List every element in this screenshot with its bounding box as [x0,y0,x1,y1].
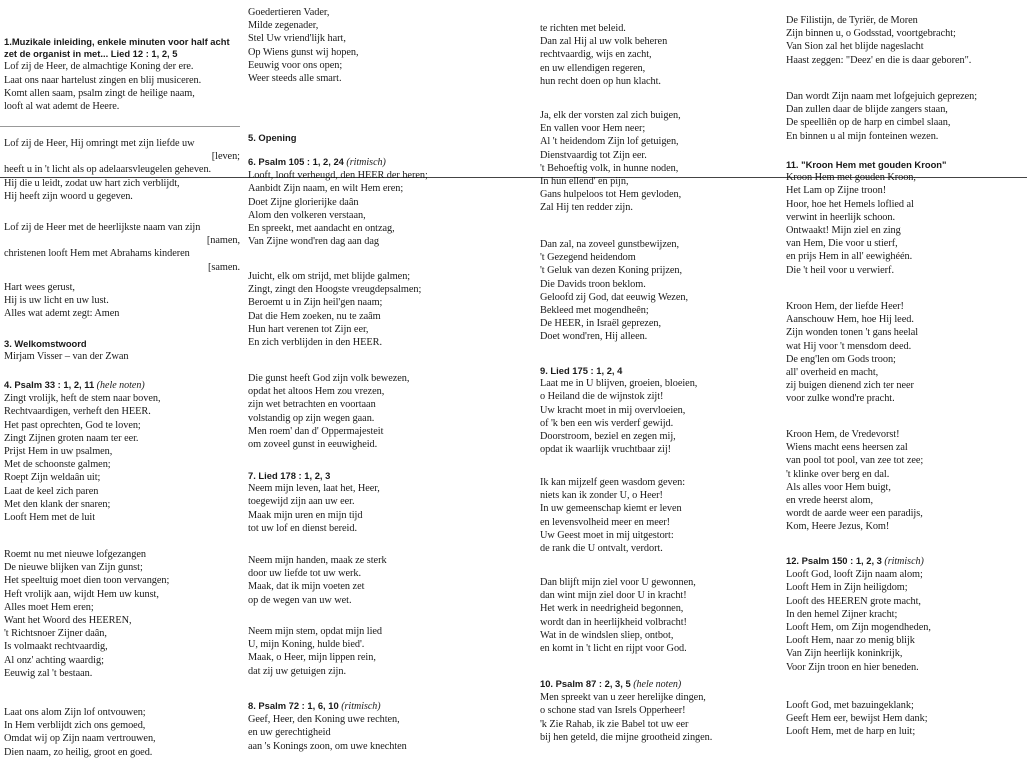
lyric-line: Wat in de windslen sliep, ontbot, [540,629,674,641]
text-block [4,706,244,759]
lyric-line: Die gunst heeft God zijn volk bewezen, [248,373,410,384]
lyric-line: Laat me in U blijven, groeien, bloeien, [540,378,698,390]
lyric-line: Stel Uw vriend'lijk hart, [248,33,346,45]
lyric-line: De HEER, in Israël geprezen, [540,318,661,330]
lyric-line: Dan blijft mijn ziel voor U gewonnen, [540,577,696,588]
tempo-note: (hele noten) [94,380,145,391]
lyric-line: Alles moet Hem eren; [4,601,94,613]
lyric-line: 't Geluk van dezen Koning prijzen, [540,265,682,277]
lyric-line: te richten met beleid. [540,23,626,34]
lyric-line: Laat ons naar hartelust zingen en blij musiceren. [4,74,202,86]
column-2 [248,0,514,767]
lyric-line: Lof zij de Heer, Hij omringt met zijn liefde uw [4,138,195,149]
text-block [4,338,244,363]
lyric-line: Roept Zijn weldaân uit; [4,472,101,484]
section-heading-label: 7. Lied 178 : 1, 2, 3 [248,470,331,481]
lyric-line: wordt dan in heerlijkheid volbracht! [540,616,687,628]
lyric-line: Lof zij de Heer, de almachtige Koning der ere. [4,61,194,73]
lyric-line: [namen, [206,235,240,247]
text-block [786,90,1024,143]
text-block [4,281,244,321]
lyric-line: Neem mijn leven, laat het, Heer, [248,483,380,495]
lyric-line: opdat ik waarlijk vruchtbaar zij! [540,444,672,456]
lyric-line: Maak, o Heer, mijn lippen rein, [248,652,376,664]
lyric-line: en vrede heerst alom, [786,495,874,507]
text-block [248,372,514,451]
lyric-line: Zingt vrolijk, heft de stem naar boven, [4,393,161,405]
text-block [786,699,1024,739]
lyric-line: zijn wet betrachten en voortaan [248,399,376,411]
lyric-line: Uw kracht moet in mij overvloeien, [540,404,686,416]
section-heading-label: 6. Psalm 105 : 1, 2, 24 [248,156,344,167]
lyric-line: Met den klank der snaren; [4,498,111,510]
lyric-line: verwint in heerlijk schoon. [786,211,896,223]
lyric-line: van Hem, Die voor u stierf, [786,238,898,250]
lyric-line: toegewijd zijn aan uw eer. [248,496,355,508]
lyric-line: de rank die U ontvalt, verdort. [540,543,663,555]
lyric-line: 'k Zie Rahab, ik zie Babel tot uw eer [540,718,689,730]
lyric-line: volstandig op zijn wegen gaan. [248,412,375,424]
lyric-line: Hij heeft zijn woord u gegeven. [4,190,133,202]
lyric-line: Eeuwig voor ons open; [248,59,343,71]
text-block [4,379,244,524]
text-block [248,270,514,349]
section-heading [4,379,244,392]
lyric-line: Milde zegenader, [248,20,319,32]
text-block [248,6,514,85]
column-4 [786,0,1024,767]
lyric-line: Looft, looft verheugd, den HEER der heren; [248,170,428,182]
lyric-line: Van Zijn heerlijk koninkrijk, [786,648,903,660]
text-block [540,476,780,555]
lyric-line: zij buigen dienend zich ter neer [786,380,914,392]
lyric-line: In Hem verblijdt zich ons gemoed, [4,720,146,732]
lyric-line: Bekleed met mogendheên; [540,305,649,317]
text-block [4,548,244,680]
lyric-line: De Filistijn, de Tyriër, de Moren [786,15,918,26]
lyric-line: Doet Zijne glorierijke daân [248,196,359,208]
section-heading-label: 12. Psalm 150 : 1, 2, 3 [786,555,882,566]
lyric-line: Roemt nu met nieuwe lofgezangen [4,549,146,560]
lyric-line: Hun hart verenen tot Zijn eer, [248,323,369,335]
lyric-line: 't Gezegend heidendom [540,252,636,264]
section-heading [540,678,780,691]
lyric-line: Dan wordt Zijn naam met lofgejuich geprezen; [786,91,978,102]
text-block [786,14,1024,67]
section-heading [4,338,244,350]
lyric-line: Hij die u leidt, zodat uw hart zich verblijdt, [4,177,180,189]
text-block [540,678,780,744]
lyric-line: van pool tot pool, van zee tot zee; [786,455,924,467]
lyric-line: Looft God, looft Zijn naam alom; [786,569,923,581]
text-block [786,428,1024,534]
lyric-line: of 'k ben een wis verderf gewijd. [540,417,674,429]
lyric-line: De nieuwe blijken van Zijn gunst; [4,562,143,574]
tempo-note: (ritmisch) [338,701,381,712]
lyric-line: Zingt Zijnen groten naam ter eer. [4,432,139,444]
lyric-line: Het speeltuig moet dien toon vervangen; [4,575,170,587]
lyric-line: Op Wiens gunst wij hopen, [248,46,359,58]
lyric-line: Looft Hem, naar zo menig blijk [786,635,915,647]
lyric-line: Kom, Heere Jezus, Kom! [786,521,890,533]
tempo-note: (hele noten) [630,679,682,690]
lyric-line: Alom den volkeren verstaan, [248,209,366,221]
lyric-line: Mirjam Visser – van der Zwan [4,351,129,363]
text-block [786,555,1024,674]
lyric-line: en prijs Hem in all' eewighéén. [786,251,913,263]
text-block [248,625,514,678]
lyric-line: Doet wond'ren, Hij alleen. [540,331,648,343]
lyric-line: Laat ons alom Zijn lof ontvouwen; [4,707,146,718]
section-heading-label: 1.Muzikale inleiding, enkele minuten voor half acht [4,36,230,47]
lyric-line: Maak, dat ik mijn voeten zet [248,581,365,593]
text-block [4,137,244,203]
lyric-line: Komt allen saam, psalm zingt de heilige naam, [4,87,195,99]
lyric-line: Eeuwig zal 't bestaan. [4,667,93,679]
lyric-line: Looft des HEEREN grote macht, [786,595,921,607]
lyric-line: In hun ellend' en pijn, [540,176,629,188]
section-heading-label: 4. Psalm 33 : 1, 2, 11 [4,379,95,390]
lyric-line: Geeft Hem eer, bewijst Hem dank; [786,713,928,725]
lyric-line: Van Zijne wond'ren dag aan dag [248,236,380,248]
lyric-line: 't Richtsnoer Zijner daân, [4,628,107,640]
lyric-line: Aanschouw Hem, hoe Hij leed. [786,314,914,326]
lyric-line: En vallen voor Hem neer; [540,123,646,135]
lyric-line: Looft Hem in Zijn heiligdom; [786,582,908,594]
text-block [786,300,1024,406]
lyric-line: voor zulke wond're pracht. [786,393,895,405]
lyric-line: op de wegen van uw wet. [248,594,352,606]
lyric-line: en levensvolheid meer en meer! [540,516,671,528]
lyric-line: Geloofd zij God, dat eeuwig Wezen, [540,291,688,303]
lyric-line: rechtvaardig, wijs en zacht, [540,49,652,61]
tempo-note: (ritmisch) [881,556,924,567]
lyric-line: Dien naam, zo heilig, groot en goed. [4,746,153,758]
lyric-line: Looft God, met bazuingeklank; [786,700,914,711]
lyric-line: Al onz' achting waardig; [4,654,104,666]
lyric-line: Geef, Heer, den Koning uwe rechten, [248,714,400,726]
lyric-line: Neem mijn stem, opdat mijn lied [248,626,383,637]
lyric-line: Prijst Hem in uw psalmen, [4,446,113,458]
lyric-line: Dat die Hem zoeken, nu te zaâm [248,310,381,322]
lyric-line: looft al wat ademt de Heere. [4,101,120,113]
section-heading [248,132,514,144]
lyric-line: Ja, elk der vorsten zal zich buigen, [540,110,681,121]
lyric-line: Voor Zijn troon en hier beneden. [786,661,919,673]
lyric-line: Als alles voor Hem buigt, [786,481,891,493]
text-block [248,554,514,607]
lyric-line: Lof zij de Heer met de heerlijkste naam van zijn [4,222,201,233]
lyric-line: Dan zal, na zoveel gunstbewijzen, [540,239,680,250]
lyric-line: en uw gerechtigheid [248,727,331,739]
lyric-line: Men spreekt van u zeer herelijke dingen, [540,692,706,704]
lyric-line: christenen looft Hem met Abrahams kinderen [4,248,190,260]
tempo-note: (ritmisch) [343,157,386,168]
lyric-line: Die Davids troon beklom. [540,278,646,290]
lyric-line: En spreekt, met aandacht en ontzag, [248,223,395,235]
lyric-line: Van Sion zal het blijde nageslacht [786,41,924,53]
text-block [4,221,244,274]
lyric-line: In uw gemeenschap kiemt er leven [540,503,682,515]
lyric-line: En zich verblijden in den HEER. [248,337,382,349]
lyric-line: Kroon Hem, de Vredevorst! [786,429,900,440]
lyric-line: Laat de keel zich paren [4,485,99,497]
lyric-line: Het past oprechten, God te loven; [4,419,141,431]
lyric-line: Weer steeds alle smart. [248,73,342,85]
lyric-line: Juicht, elk om strijd, met blijde galmen; [248,271,411,282]
lyric-line: o schone stad van Isrels Opperheer! [540,705,686,717]
lyric-line: dat zij uw getuigen zijn. [248,665,346,677]
lyric-line: Aanbidt Zijn naam, en wilt Hem eren; [248,183,404,195]
lyric-line: Heft vrolijk aan, wijdt Hem uw kunst, [4,588,159,600]
lyric-line: Zal Hij ten redder zijn. [540,202,633,214]
lyric-line: Uw Geest moet in mij uitgestort: [540,529,674,541]
text-block [540,365,780,456]
section-heading [786,555,1024,568]
lyric-line: De speelliên op de harp en cimbel slaan, [786,117,951,129]
lyric-line: Is volmaakt rechtvaardig, [4,641,108,653]
lyric-line: Haast zeggen: "Deez' en die is daar geboren". [786,54,972,66]
lyric-line: Dienstvaardig tot Zijn eer. [540,149,647,161]
lyric-line: Al 't heidendom Zijn lof getuigen, [540,136,679,148]
lyric-line: wordt de aarde weer een paradijs, [786,508,923,520]
lyric-line: Rechtvaardigen, verheft den HEER. [4,406,151,418]
lyric-line: Het werk in needrigheid begonnen, [540,603,684,615]
lyric-line: 't klinke over berg en dal. [786,468,890,480]
text-block [248,156,514,248]
lyric-line: Ontwaakt! Mijn ziel en zing [786,225,901,237]
lyric-line: Ik kan mijzelf geen wasdom geven: [540,477,686,488]
lyric-line: Dan zal Hij al uw volk beheren [540,36,668,48]
lyric-line: Kroon Hem met gouden Kroon, [786,172,916,184]
text-block [786,159,1024,277]
lyric-line: Men roem' dan d' Oppermajesteit [248,425,384,437]
lyric-line: U, mijn Koning, hulde bied'. [248,639,365,651]
section-heading-label: 9. Lied 175 : 1, 2, 4 [540,365,623,376]
lyric-line: Met de schoonste galmen; [4,459,111,471]
text-block [540,109,780,215]
section-heading-label: 5. Opening [248,132,297,143]
lyric-line: en uw ellendigen regeren, [540,62,646,74]
lyric-line: Wiens macht eens heersen zal [786,442,908,454]
lyric-line: De eng'len om Gods troon; [786,353,896,365]
section-heading-label: 10. Psalm 87 : 2, 3, 5 [540,678,631,689]
lyric-line: Het Lam op Zijne troon! [786,185,887,197]
lyric-line: Hart wees gerust, [4,282,75,293]
lyric-line: dan wint mijn ziel door U in kracht! [540,590,687,602]
lyric-line: Beroemt u in Zijn heil'gen naam; [248,297,383,309]
lyric-line: En binnen u al mijn fonteinen wezen. [786,130,939,142]
lyric-line: hun recht doen op hun klacht. [540,75,661,87]
lyric-line: Looft Hem met de luit [4,512,96,524]
lyric-line: Looft Hem, met de harp en luit; [786,726,916,738]
text-block [4,36,244,113]
section-heading [4,36,244,48]
lyric-line: en komt in 't licht en rijpt voor God. [540,643,687,655]
text-block [248,470,514,535]
section-heading [248,700,514,713]
lyric-line: Gans hulpeloos tot Hem gevloden, [540,189,682,201]
lyric-line: Looft Hem, om Zijn mogendheden, [786,622,931,634]
section-heading [540,365,780,377]
lyric-line: opdat het altoos Hem zou vrezen, [248,386,385,398]
lyric-line: Doorstroom, beziel en zegen mij, [540,431,676,443]
section-heading [248,470,514,482]
lyric-line: Kroon Hem, der liefde Heer! [786,301,904,312]
lyric-line: Want het Woord des HEEREN, [4,615,132,627]
lyric-line: In den hemel Zijner kracht; [786,608,898,620]
text-block [540,22,780,88]
section-heading-label: 3. Welkomstwoord [4,338,87,349]
lyric-line: heeft u in 't licht als op adelaarsvleugelen geheven. [4,164,212,176]
lyric-line: bij hen geteld, die mijne grootheid zingen. [540,731,713,743]
lyric-line: Omdat wij op Zijn naam vertrouwen, [4,733,156,745]
lyric-line: [leven; [211,151,240,163]
section-heading [248,156,514,169]
lyric-line: o Heiland die de wijnstok zijt! [540,391,664,403]
lyric-line: aan 's Konings zoon, om uwe knechten [248,740,407,752]
lyric-line: Dan zullen daar de blijde zangers staan, [786,104,948,116]
lyric-line: Alles wat ademt zegt: Amen [4,308,120,320]
lyric-line: Hij is uw licht en uw lust. [4,295,109,307]
text-block [248,132,514,144]
column-1 [4,0,244,767]
lyric-line: niets kan ik zonder U, o Heer! [540,490,663,502]
lyric-line: Die 't heil voor u verwierf. [786,264,894,276]
section-heading-label: 11. "Kroon Hem met gouden Kroon" [786,159,947,170]
lyric-line: Zingt, zingt den Hoogste vreugdepsalmen; [248,284,422,296]
text-block [540,576,780,655]
section-heading [786,159,1024,171]
section-heading-label: 8. Psalm 72 : 1, 6, 10 [248,700,339,711]
lyric-line: all' overheid en macht, [786,367,879,379]
section-heading-label: zet de organist in met... Lied 12 : 1, 2, 5 [4,48,178,60]
lyric-line: Goedertieren Vader, [248,7,330,18]
lyric-line: Hoor, hoe het Hemels loflied al [786,198,914,210]
text-block [248,700,514,753]
text-block [540,238,780,344]
column-3 [540,0,780,767]
lyric-line: tot uw lof en dienst bereid. [248,522,357,534]
lyric-line: Zijn binnen u, o Godsstad, voortgebracht; [786,28,956,40]
lyric-line: [samen. [208,261,240,273]
lyric-line: Maak mijn uren en mijn tijd [248,509,363,521]
lyric-line: 't Behoeftig volk, in hunne noden, [540,162,679,174]
lyric-line: Neem mijn handen, maak ze sterk [248,555,387,566]
lyric-line: om zoveel gunst in eeuwigheid. [248,439,378,451]
section-heading [4,48,244,60]
lyric-line: Zijn wonden tonen 't gans heelal [786,327,919,339]
lyric-line: door uw liefde tot uw werk. [248,568,362,580]
lyric-line: wat Hij voor 't mensdom deed. [786,340,912,352]
